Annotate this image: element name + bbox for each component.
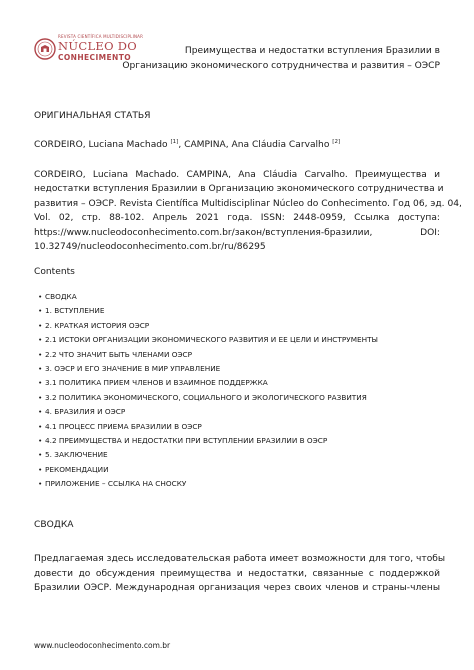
summary-line: Бразилии ОЭСР. Международная организация через своих членов и страны-члены [34,583,440,594]
header-line-1: Преимущества и недостатки вступления Бразилии в [184,46,440,56]
author-line [34,139,340,150]
logo-top-text: REVISTA CIENTÍFICA MULTIDISCIPLINAR [58,34,144,39]
citation-link-line[interactable]: https://www.nucleodoconhecimento.com.br/закон/вступления-бразилии, DOI: [34,227,440,238]
toc-item[interactable]: • 3.2 ПОЛИТИКА ЭКОНОМИЧЕСКОГО, СОЦИАЛЬНОГО И ЭКОЛОГИЧЕСКОГО РАЗВИТИЯ [38,391,378,405]
author-separator: , [178,140,185,150]
citation-line: развития – ОЭСР. Revista Científica Multidisciplinar Núcleo do Conhecimento. Год 06, эд. 04, [34,198,462,209]
seal-icon [34,38,56,60]
summary-line: довести до обсуждения преимущества и недостатки, связанные с поддержкой [34,568,440,579]
summary-line: Предлагаемая здесь исследовательская работа имеет возможности для того, чтобы [34,554,446,564]
toc-item[interactable]: • 3. ОЭСР И ЕГО ЗНАЧЕНИЕ В МИР УПРАВЛЕНИЕ [38,362,378,376]
toc-item[interactable]: • 5. ЗАКЛЮЧЕНИЕ [38,448,378,462]
logo-subtitle: CONHECIMENTO [58,53,132,62]
toc-item[interactable]: • 2.2 ЧТО ЗНАЧИТ БЫТЬ ЧЛЕНАМИ ОЭСР [38,348,378,362]
footer-url[interactable]: www.nucleodoconhecimento.com.br [34,641,171,650]
toc-item[interactable]: • РЕКОМЕНДАЦИИ [38,463,378,477]
toc-item[interactable]: • 1. ВСТУПЛЕНИЕ [38,304,378,318]
logo-name: NÚCLEO DO [58,39,138,53]
citation-line: Vol. 02, стр. 88-102. Апрель 2021 года. ISSN: 2448-0959, Ссылка доступа: [34,213,440,224]
toc-item[interactable]: • ПРИЛОЖЕНИЕ – ССЫЛКА НА СНОСКУ [38,477,378,491]
table-of-contents [38,290,378,492]
summary-heading: СВОДКА [34,520,74,530]
citation-line: CORDEIRO, Luciana Machado. CAMPINA, Ana Cláudia Carvalho. Преимущества и [34,170,440,180]
header-line-2: Организацию экономического сотрудничества и развития – ОЭСР [122,61,440,71]
toc-item[interactable]: • 2.1 ИСТОКИ ОРГАНИЗАЦИИ ЭКОНОМИЧЕСКОГО РАЗВИТИЯ И ЕЕ ЦЕЛИ И ИНСТРУМЕНТЫ [38,333,378,347]
contents-title: Contents [34,267,75,277]
toc-item[interactable]: • СВОДКА [38,290,378,304]
citation-line: недостатки вступления Бразилии в Организацию экономического сотрудничества и [34,184,444,195]
summary-paragraph [34,552,446,596]
author-2-ref[interactable]: [2] [332,139,341,145]
author-2: CAMPINA, Ana Cláudia Carvalho [184,140,330,150]
author-1-ref[interactable]: [1] [170,139,179,145]
toc-item[interactable]: • 2. КРАТКАЯ ИСТОРИЯ ОЭСР [38,319,378,333]
toc-item[interactable]: • 3.1 ПОЛИТИКА ПРИЕМ ЧЛЕНОВ И ВЗАИМНОЕ ПОДДЕРЖКА [38,376,378,390]
toc-item[interactable]: • 4.2 ПРЕИМУЩЕСТВА И НЕДОСТАТКИ ПРИ ВСТУПЛЕНИИ БРАЗИЛИИ В ОЭСР [38,434,378,448]
author-1: CORDEIRO, Luciana Machado [34,140,168,150]
toc-item[interactable]: • 4.1 ПРОЦЕСС ПРИЕМА БРАЗИЛИИ В ОЭСР [38,420,378,434]
running-header [110,44,440,74]
article-type: ОРИГИНАЛЬНАЯ СТАТЬЯ [34,111,151,121]
citation-doi-line[interactable]: 10.32749/nucleodoconhecimento.com.br/ru/86295 [34,242,266,253]
toc-item[interactable]: • 4. БРАЗИЛИЯ И ОЭСР [38,405,378,419]
citation-block [34,168,462,254]
